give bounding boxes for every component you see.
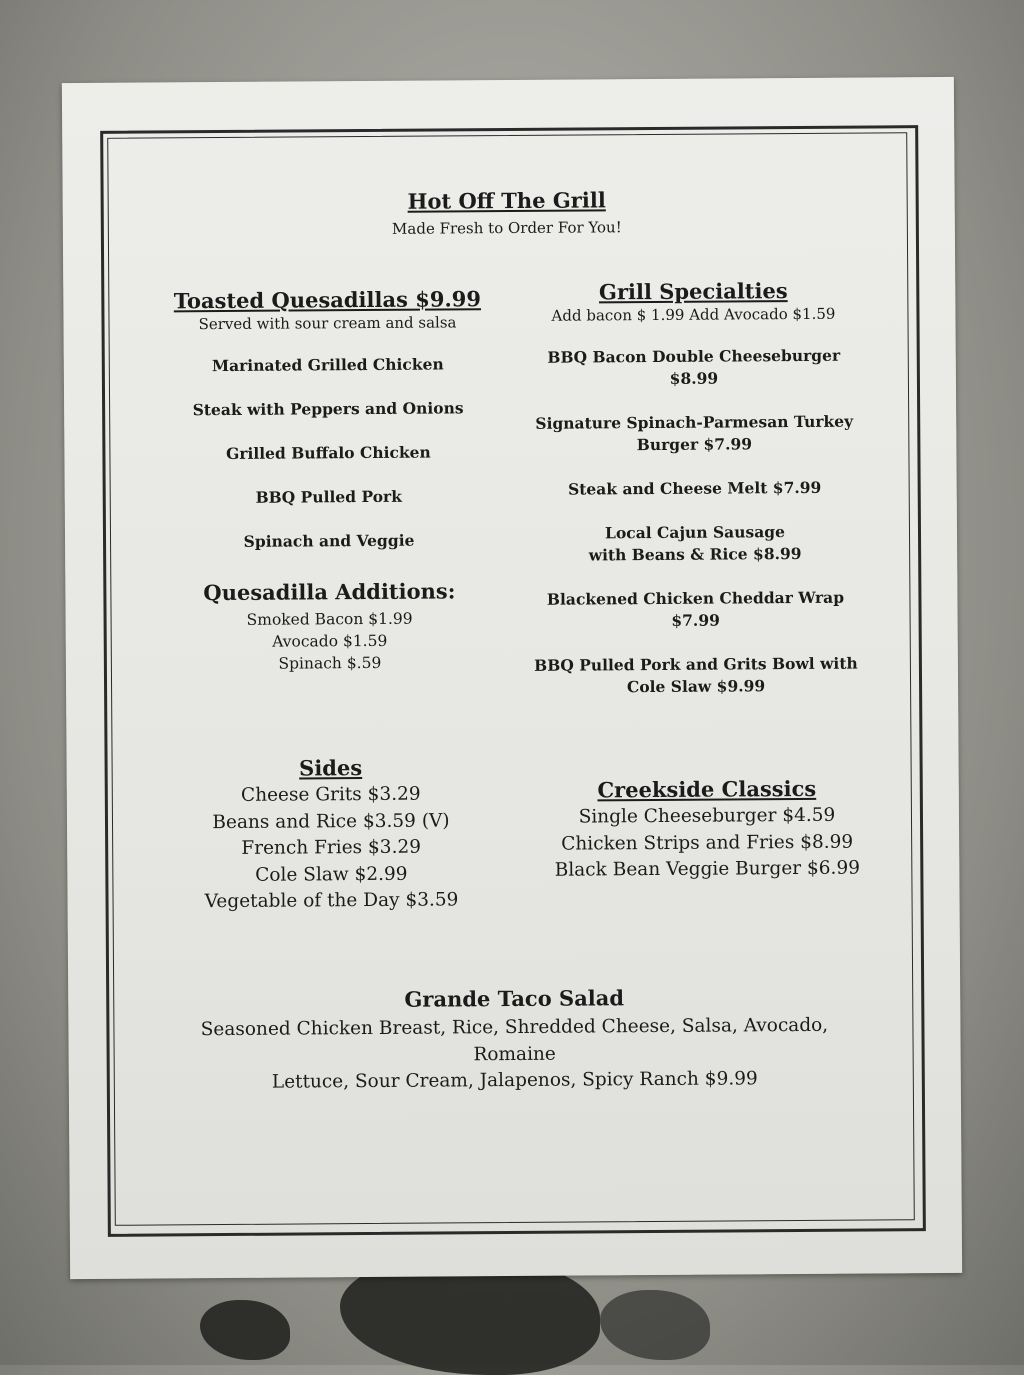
item-line: $7.99 xyxy=(671,610,720,630)
list-item xyxy=(547,345,840,391)
quesadillas-section xyxy=(157,286,499,553)
item-line: Cole Slaw $9.99 xyxy=(626,676,766,697)
surface-stain xyxy=(600,1290,710,1360)
list-item xyxy=(534,653,858,699)
list-item: Cheese Grits $3.29 xyxy=(240,783,421,806)
item-line: Signature Spinach-Parmesan Turkey xyxy=(535,411,854,433)
grill-specialties-heading: Grill Specialties xyxy=(598,278,788,305)
item-line: Blackened Chicken Cheddar Wrap xyxy=(546,587,845,609)
list-item: French Fries $3.29 xyxy=(241,836,422,859)
list-item: Spinach $.59 xyxy=(278,653,382,673)
list-item: Steak with Peppers and Onions xyxy=(192,398,464,420)
list-item xyxy=(535,411,853,457)
menu-title: Hot Off The Grill xyxy=(407,187,606,214)
list-item: Single Cheeseburger $4.59 xyxy=(578,804,836,828)
list-item: BBQ Pulled Pork xyxy=(255,486,402,507)
item-line: with Beans & Rice $8.99 xyxy=(588,543,802,565)
list-item: Chicken Strips and Fries $8.99 xyxy=(561,831,854,855)
grill-specialties-note: Add bacon $ 1.99 Add Avocado $1.59 xyxy=(551,304,836,325)
list-item: Avocado $1.59 xyxy=(272,631,388,651)
list-item: Smoked Bacon $1.99 xyxy=(246,609,413,629)
taco-salad-section xyxy=(158,984,871,1097)
additions-heading: Quesadilla Additions: xyxy=(203,578,456,606)
list-item xyxy=(588,521,801,566)
item-line: BBQ Bacon Double Cheeseburger xyxy=(547,345,841,367)
list-item: Spinach and Veggie xyxy=(243,530,415,551)
quesadillas-heading: Toasted Quesadillas $9.99 xyxy=(173,286,482,314)
classics-heading: Creekside Classics xyxy=(597,775,817,803)
taco-salad-description-line: Lettuce, Sour Cream, Jalapenos, Spicy Ranch $9.99 xyxy=(271,1068,758,1093)
list-item: Grilled Buffalo Chicken xyxy=(225,442,431,463)
list-item xyxy=(547,587,844,633)
surface-stain xyxy=(200,1300,290,1360)
item-line: Local Cajun Sausage xyxy=(604,522,785,543)
list-item: Beans and Rice $3.59 (V) xyxy=(212,809,450,833)
grill-specialties-section xyxy=(518,278,871,699)
list-item: Cole Slaw $2.99 xyxy=(255,863,408,886)
menu-sheet xyxy=(62,77,962,1279)
taco-salad-heading: Grande Taco Salad xyxy=(404,985,625,1012)
item-line: BBQ Pulled Pork and Grits Bowl with xyxy=(534,653,858,675)
list-item: Marinated Grilled Chicken xyxy=(211,354,444,376)
item-line: Steak and Cheese Melt $7.99 xyxy=(567,477,822,499)
list-item xyxy=(568,477,821,501)
quesadillas-note: Served with sour cream and salsa xyxy=(198,313,457,334)
sides-section xyxy=(161,754,502,916)
menu-subtitle: Made Fresh to Order For You! xyxy=(391,218,622,238)
item-line: $8.99 xyxy=(669,368,719,388)
list-item: Black Bean Veggie Burger $6.99 xyxy=(554,857,861,881)
additions-section xyxy=(159,578,500,675)
item-line: Burger $7.99 xyxy=(636,434,753,455)
sides-heading: Sides xyxy=(299,755,363,781)
menu-header xyxy=(307,187,707,239)
classics-section xyxy=(522,775,893,884)
taco-salad-description-line: Seasoned Chicken Breast, Rice, Shredded Cheese, Salsa, Avocado, Romaine xyxy=(200,1014,829,1065)
list-item: Vegetable of the Day $3.59 xyxy=(204,889,459,913)
